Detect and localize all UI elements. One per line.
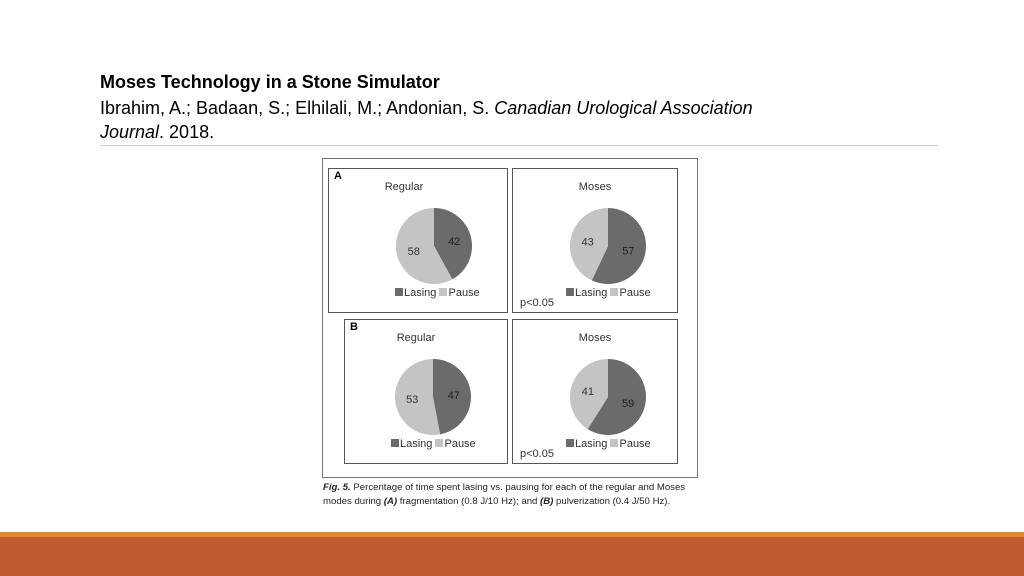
legend-swatch-lasing: [395, 288, 403, 296]
caption-text-3: pulverization (0.4 J/50 Hz).: [553, 496, 671, 507]
chart-title: Regular: [384, 181, 424, 193]
legend: [395, 287, 480, 299]
legend-swatch-pause: [610, 439, 618, 447]
pie-label-lasing: 47: [447, 390, 460, 402]
legend: [391, 438, 476, 450]
panel-letter: A: [334, 170, 342, 182]
pie-label-lasing: 59: [621, 397, 635, 410]
figure: [322, 158, 698, 478]
pie-label-pause: 53: [406, 394, 419, 406]
legend-swatch-pause: [610, 288, 618, 296]
pie-label-pause: 58: [407, 246, 420, 259]
pie-chart: [568, 357, 648, 437]
citation: [100, 96, 820, 144]
chart-title: Moses: [578, 332, 612, 344]
legend-swatch-lasing: [566, 439, 574, 447]
pie-chart: [393, 357, 473, 437]
legend-label-lasing: Lasing: [400, 438, 433, 450]
pie-chart: [568, 206, 648, 286]
legend-label-lasing: Lasing: [575, 287, 608, 299]
pie-label-lasing: 57: [622, 245, 635, 258]
chart-panel-0: [328, 168, 508, 313]
legend-label-lasing: Lasing: [404, 287, 437, 299]
pie-label-pause: 43: [581, 236, 594, 249]
legend-label-lasing: Lasing: [575, 438, 608, 450]
legend-swatch-pause: [435, 439, 443, 447]
caption-a: (A): [383, 496, 398, 507]
legend-label-pause: Pause: [448, 287, 480, 299]
legend-label-pause: Pause: [619, 287, 651, 299]
figure-caption: [323, 481, 703, 509]
footer-bar: [0, 537, 1024, 576]
legend-swatch-lasing: [391, 439, 399, 447]
citation-journal: Canadian Urological Association Journal: [100, 98, 753, 142]
chart-title: Regular: [396, 332, 436, 344]
caption-text-1: Percentage of time spent lasing vs. pausing for each of the regular and Moses modes during: [323, 482, 686, 507]
p-value: p<0.05: [520, 448, 554, 460]
legend-label-pause: Pause: [619, 438, 651, 450]
citation-authors: Ibrahim, A.; Badaan, S.; Elhilali, M.; Andonian, S.: [100, 98, 495, 118]
legend-swatch-pause: [439, 288, 447, 296]
caption-text-2: fragmentation (0.8 J/10 Hz); and: [397, 496, 541, 507]
pie-label-lasing: 42: [448, 235, 461, 248]
title-divider: [100, 145, 938, 146]
p-value: p<0.05: [520, 297, 554, 309]
legend-swatch-lasing: [566, 288, 574, 296]
legend: [566, 438, 651, 450]
chart-panel-2: [344, 319, 508, 464]
legend: [566, 287, 651, 299]
panel-letter: B: [350, 321, 358, 333]
caption-b: (B): [540, 496, 554, 507]
slide-title: Moses Technology in a Stone Simulator: [100, 72, 440, 92]
pie-label-pause: 41: [581, 386, 595, 399]
chart-panel-3: [512, 319, 678, 464]
legend-label-pause: Pause: [444, 438, 476, 450]
pie-chart: [394, 206, 474, 286]
citation-year: . 2018.: [159, 122, 215, 142]
chart-title: Moses: [578, 181, 612, 193]
caption-label: Fig. 5.: [323, 482, 351, 493]
chart-panel-1: [512, 168, 678, 313]
